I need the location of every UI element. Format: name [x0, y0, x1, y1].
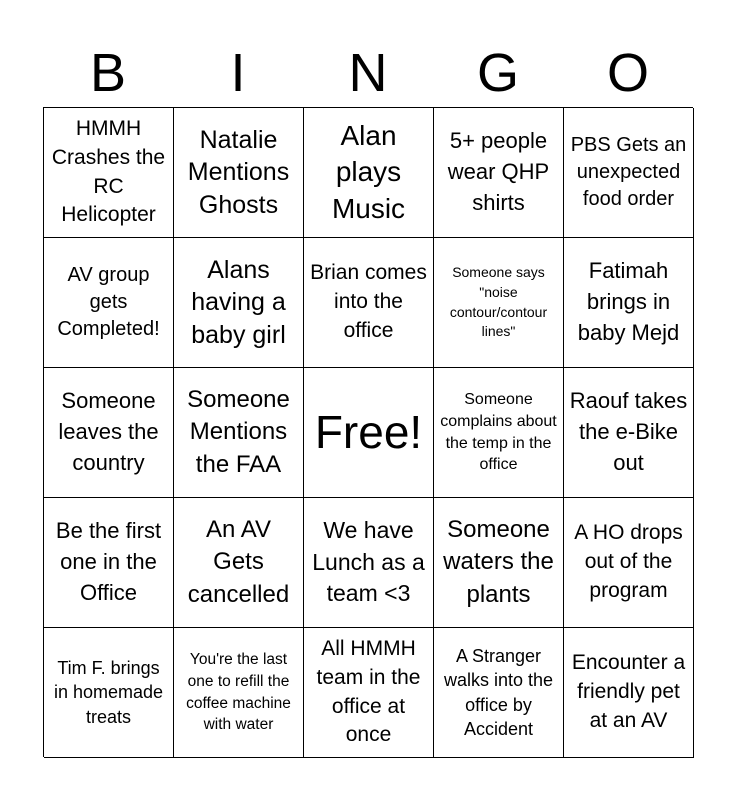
- cell-text: Someone says "noise contour/contour lines": [449, 264, 548, 340]
- cell-text: Alan plays Music: [331, 119, 406, 224]
- bingo-cell[interactable]: [44, 238, 174, 368]
- bingo-cell[interactable]: [304, 498, 434, 628]
- bingo-cell[interactable]: [44, 628, 174, 758]
- cell-text: Someone complains about the temp in the office: [440, 391, 557, 474]
- bingo-cell[interactable]: [564, 498, 694, 628]
- cell-text: An AV Gets cancelled: [187, 515, 290, 608]
- cell-text: A HO drops out of the program: [574, 521, 683, 602]
- cell-text: Someone Mentions the FAA: [187, 385, 290, 478]
- bingo-cell[interactable]: [174, 108, 304, 238]
- bingo-cell[interactable]: [44, 498, 174, 628]
- cell-text: Brian comes into the office: [310, 261, 427, 342]
- cell-text: Tim F. brings in homemade treats: [53, 658, 164, 727]
- cell-text: Encounter a friendly pet at an AV: [571, 651, 686, 732]
- bingo-cell[interactable]: [434, 368, 564, 498]
- bingo-cell[interactable]: [44, 368, 174, 498]
- cell-text: HMMH Crashes the RC Helicopter: [51, 116, 166, 227]
- cell-text: Raouf takes the e-Bike out: [569, 388, 688, 475]
- cell-text: A Stranger walks into the office by Accident: [443, 645, 554, 739]
- bingo-cell[interactable]: [174, 238, 304, 368]
- cell-text: AV group gets Completed!: [57, 264, 160, 340]
- cell-text: We have Lunch as a team <3: [312, 516, 425, 607]
- cell-text: Someone leaves the country: [58, 388, 159, 475]
- bingo-cell[interactable]: [434, 628, 564, 758]
- bingo-grid: [43, 107, 693, 757]
- bingo-cell[interactable]: [564, 108, 694, 238]
- bingo-cell[interactable]: [564, 238, 694, 368]
- header-letter-i: I: [230, 43, 246, 103]
- cell-text: PBS Gets an unexpected food order: [570, 134, 687, 210]
- header-letter-n: N: [348, 43, 388, 103]
- cell-text: You're the last one to refill the coffee machine with water: [186, 651, 291, 734]
- cell-text: Alans having a baby girl: [191, 255, 286, 349]
- cell-text: Fatimah brings in baby Mejd: [577, 258, 680, 345]
- bingo-cell[interactable]: [174, 368, 304, 498]
- bingo-cell[interactable]: [304, 238, 434, 368]
- bingo-cell[interactable]: [44, 108, 174, 238]
- bingo-cell[interactable]: [564, 628, 694, 758]
- bingo-cell[interactable]: [304, 628, 434, 758]
- header-letter-b: B: [89, 43, 127, 103]
- bingo-cell[interactable]: [174, 628, 304, 758]
- cell-text: Be the first one in the Office: [55, 518, 162, 605]
- bingo-cell[interactable]: [434, 108, 564, 238]
- cell-text: Free!: [314, 406, 423, 459]
- bingo-cell[interactable]: [434, 238, 564, 368]
- bingo-cell[interactable]: [304, 108, 434, 238]
- bingo-cell[interactable]: [174, 498, 304, 628]
- cell-text: Someone waters the plants: [443, 515, 554, 608]
- cell-text: All HMMH team in the office at once: [316, 636, 421, 747]
- cell-text: 5+ people wear QHP shirts: [447, 128, 550, 215]
- header-letter-g: G: [476, 43, 519, 103]
- cell-text: Natalie Mentions Ghosts: [187, 125, 290, 219]
- bingo-cell[interactable]: [434, 498, 564, 628]
- bingo-header: [43, 38, 693, 108]
- free-space[interactable]: [304, 368, 434, 498]
- bingo-cell[interactable]: [564, 368, 694, 498]
- header-letter-o: O: [606, 43, 649, 103]
